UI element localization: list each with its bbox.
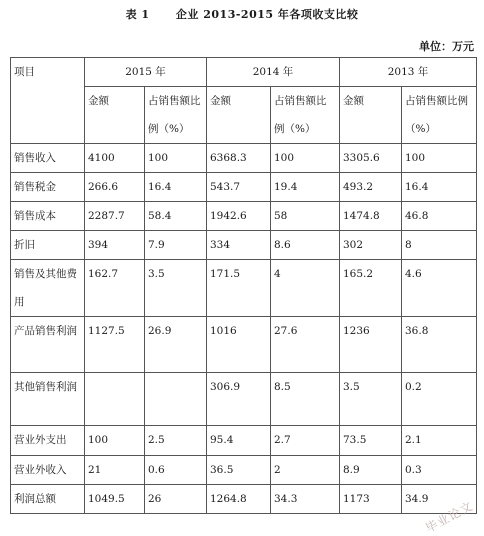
table-row — [11, 317, 477, 373]
row-label: 折旧 — [11, 231, 85, 260]
amount-cell: 6368.3 — [207, 144, 271, 173]
table-row — [11, 426, 477, 456]
amount-cell: 1264.8 — [207, 485, 271, 514]
ratio-cell — [145, 373, 207, 426]
amount-cell: 306.9 — [207, 373, 271, 426]
ratio-cell: 8 — [402, 231, 477, 260]
ratio-cell: 36.8 — [402, 317, 477, 373]
amount-cell: 1173 — [340, 485, 402, 514]
ratio-cell: 3.5 — [145, 260, 207, 317]
row-label: 销售及其他费用 — [11, 260, 85, 317]
amount-cell: 3.5 — [340, 373, 402, 426]
ratio-cell: 16.4 — [402, 173, 477, 202]
ratio-cell: 4 — [271, 260, 340, 317]
ratio-cell: 16.4 — [145, 173, 207, 202]
ratio-cell: 100 — [145, 144, 207, 173]
ratio-cell: 34.9 — [402, 485, 477, 514]
comparison-table — [10, 57, 477, 514]
watermark: 毕业论文 — [423, 498, 476, 536]
amount-header: 金额 — [207, 87, 271, 144]
table-row — [11, 456, 477, 485]
ratio-cell: 46.8 — [402, 202, 477, 231]
row-label: 产品销售利润 — [11, 317, 85, 373]
ratio-header: 占销售额比例（%） — [145, 87, 207, 144]
amount-cell: 4100 — [85, 144, 145, 173]
amount-cell: 73.5 — [340, 426, 402, 456]
amount-cell: 162.7 — [85, 260, 145, 317]
table-row — [11, 485, 477, 514]
ratio-header: 占销售额比例（%） — [402, 87, 477, 144]
ratio-cell: 2.7 — [271, 426, 340, 456]
row-label: 其他销售利润 — [11, 373, 85, 426]
row-label: 营业外收入 — [11, 456, 85, 485]
ratio-cell: 0.3 — [402, 456, 477, 485]
amount-cell: 266.6 — [85, 173, 145, 202]
amount-cell: 171.5 — [207, 260, 271, 317]
ratio-cell: 2 — [271, 456, 340, 485]
amount-cell: 3305.6 — [340, 144, 402, 173]
table-row — [11, 231, 477, 260]
ratio-cell: 4.6 — [402, 260, 477, 317]
year-header-2013: 2013 年 — [340, 58, 477, 87]
row-label: 利润总额 — [11, 485, 85, 514]
amount-cell: 100 — [85, 426, 145, 456]
ratio-cell: 2.5 — [145, 426, 207, 456]
table-row — [11, 260, 477, 317]
row-label: 销售成本 — [11, 202, 85, 231]
amount-header: 金额 — [340, 87, 402, 144]
amount-cell: 493.2 — [340, 173, 402, 202]
amount-cell: 36.5 — [207, 456, 271, 485]
amount-cell: 2287.7 — [85, 202, 145, 231]
amount-cell: 8.9 — [340, 456, 402, 485]
ratio-cell: 58.4 — [145, 202, 207, 231]
row-label: 营业外支出 — [11, 426, 85, 456]
amount-cell: 1016 — [207, 317, 271, 373]
amount-cell — [85, 373, 145, 426]
amount-cell: 1127.5 — [85, 317, 145, 373]
table-row — [11, 144, 477, 173]
ratio-cell: 7.9 — [145, 231, 207, 260]
ratio-cell: 8.5 — [271, 373, 340, 426]
amount-cell: 1942.6 — [207, 202, 271, 231]
table-row — [11, 202, 477, 231]
ratio-cell: 34.3 — [271, 485, 340, 514]
table-row — [11, 173, 477, 202]
row-label: 销售税金 — [11, 173, 85, 202]
ratio-cell: 27.6 — [271, 317, 340, 373]
ratio-cell: 26 — [145, 485, 207, 514]
year-header-2014: 2014 年 — [207, 58, 340, 87]
amount-cell: 334 — [207, 231, 271, 260]
amount-cell: 394 — [85, 231, 145, 260]
amount-cell: 165.2 — [340, 260, 402, 317]
unit-label: 单位：万元 — [419, 40, 474, 53]
ratio-cell: 0.2 — [402, 373, 477, 426]
amount-cell: 543.7 — [207, 173, 271, 202]
amount-cell: 1049.5 — [85, 485, 145, 514]
ratio-cell: 26.9 — [145, 317, 207, 373]
amount-cell: 21 — [85, 456, 145, 485]
ratio-cell: 2.1 — [402, 426, 477, 456]
amount-cell: 1474.8 — [340, 202, 402, 231]
row-label: 销售收入 — [11, 144, 85, 173]
ratio-cell: 19.4 — [271, 173, 340, 202]
table-title: 企业 2013-2015 年各项收支比较 — [175, 8, 359, 21]
ratio-header: 占销售额比例（%） — [271, 87, 340, 144]
table-row — [11, 373, 477, 426]
ratio-cell: 100 — [402, 144, 477, 173]
year-header-2015: 2015 年 — [85, 58, 207, 87]
amount-header: 金额 — [85, 87, 145, 144]
amount-cell: 1236 — [340, 317, 402, 373]
item-header: 项目 — [11, 58, 85, 144]
header-row-years — [11, 58, 477, 87]
ratio-cell: 0.6 — [145, 456, 207, 485]
ratio-cell: 58 — [271, 202, 340, 231]
ratio-cell: 100 — [271, 144, 340, 173]
amount-cell: 95.4 — [207, 426, 271, 456]
table-number: 表 1 — [125, 8, 150, 21]
table-caption — [0, 6, 484, 22]
amount-cell: 302 — [340, 231, 402, 260]
ratio-cell: 8.6 — [271, 231, 340, 260]
